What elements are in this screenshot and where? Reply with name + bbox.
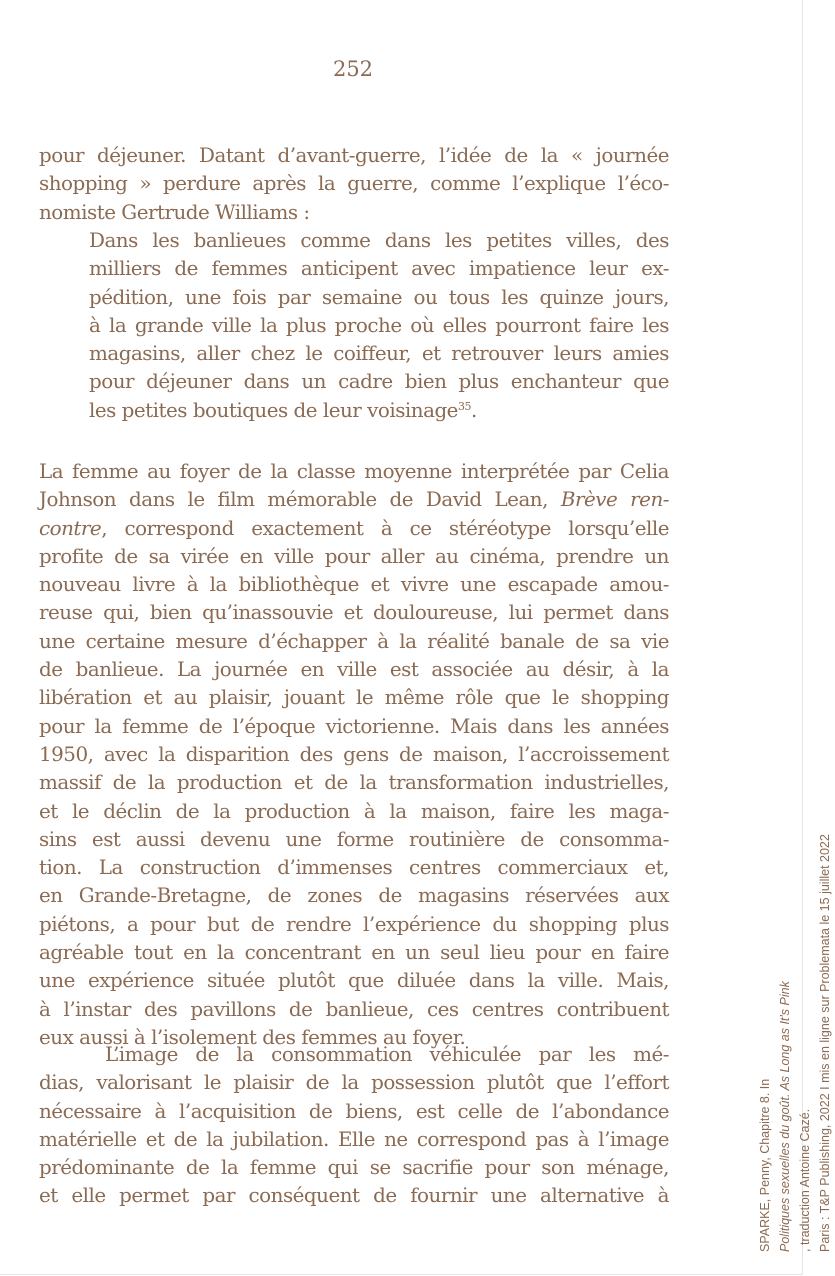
citation-translator: , traduction Antoine Cazé.: [798, 1108, 812, 1252]
text-line: nouveau livre à la bibliothèque et vivre une escapade amou-: [39, 573, 669, 597]
text-line: à l’instar des pavillons de banlieue, ces centres contribuent: [39, 997, 669, 1021]
text-line: une expérience située plutôt que diluée dans la ville. Mais,: [39, 969, 669, 993]
citation-title: Politiques sexuelles du goût. As Long as It's Pink: [778, 981, 792, 1252]
text-line: L’image de la consommation véhiculée par les mé-: [105, 1043, 669, 1066]
citation-line-1: [755, 834, 815, 1252]
text-line: et elle permet par conséquent de fournir une alternative à: [39, 1184, 669, 1208]
text-line: sins est aussi devenu une forme routinière de consomma-: [39, 827, 669, 851]
citation-sidebar: [755, 834, 835, 1252]
text-line: La femme au foyer de la classe moyenne interprétée par Celia: [39, 460, 669, 483]
citation-line-2: Paris : T&P Publishing, 2022 I mis en ligne sur Problemata le 15 juillet 2022: [818, 834, 832, 1252]
text-line: en Grande-Bretagne, de zones de magasins réservées aux: [39, 884, 669, 908]
text-line: nomiste Gertrude Williams :: [39, 200, 310, 224]
quote-line: pédition, une fois par semaine ou tous les quinze jours,: [89, 285, 669, 309]
text-line: profite de sa virée en ville pour aller au cinéma, prendre un: [39, 544, 669, 568]
quote-line: milliers de femmes anticipent avec impatience leur ex-: [89, 257, 669, 281]
intro-paragraph: [39, 142, 669, 227]
block-quote: [89, 227, 669, 425]
quote-line: à la grande ville la plus proche où elles pourront faire les: [89, 313, 669, 337]
text-span: Johnson dans le film mémorable de David Lean,: [39, 488, 561, 512]
paragraph-2: [39, 1041, 669, 1211]
film-title: contre: [39, 516, 102, 540]
text-line: nécessaire à l’acquisition de biens, est celle de l’abondance: [39, 1099, 669, 1123]
quote-last-line: [89, 397, 669, 425]
text-line: [39, 515, 669, 543]
quote-end: .: [470, 398, 477, 422]
page-number: 252: [332, 57, 374, 81]
text-line: piétons, a pour but de rendre l’expérience du shopping plus: [39, 912, 669, 936]
text-line: reuse qui, bien qu’inassouvie et douloureuse, lui permet dans: [39, 601, 669, 625]
footnote-ref: 35: [457, 399, 471, 413]
text-line: matérielle et de la jubilation. Elle ne correspond pas à l’image: [39, 1127, 669, 1151]
text-line: agréable tout en la concentrant en un seul lieu pour en faire: [39, 941, 669, 965]
quote-line: pour déjeuner dans un cadre bien plus enchanteur que: [89, 370, 669, 394]
text-line: pour la femme de l’époque victorienne. Mais dans les années: [39, 714, 669, 738]
quote-text: les petites boutiques de leur voisinage: [89, 398, 458, 422]
citation-author: SPARKE, Penny, Chapitre 8. In: [758, 1078, 772, 1252]
paragraph-1: [39, 458, 669, 1052]
quote-line: Dans les banlieues comme dans les petites villes, des: [89, 229, 669, 252]
text-line: eux aussi à l’isolement des femmes au foyer.: [39, 1025, 466, 1049]
text-line: de banlieue. La journée en ville est associée au désir, à la: [39, 658, 669, 682]
film-title: Brève ren-: [560, 488, 669, 512]
text-line: tion. La construction d’immenses centres commerciaux et,: [39, 856, 669, 880]
text-span: , correspond exactement à ce stéréotype lorsqu’elle: [101, 516, 669, 540]
text-line: et le déclin de la production à la maison, faire les maga-: [39, 799, 669, 823]
text-line: libération et au plaisir, jouant le même rôle que le shopping: [39, 686, 669, 710]
text-line: une certaine mesure d’échapper à la réalité banale de sa vie: [39, 629, 669, 653]
text-line: [39, 486, 669, 514]
quote-line: magasins, aller chez le coiffeur, et retrouver leurs amies: [89, 342, 669, 366]
text-line: prédominante de la femme qui se sacrifie pour son ménage,: [39, 1156, 669, 1180]
text-line: pour déjeuner. Datant d’avant-guerre, l’idée de la « journée: [39, 144, 669, 167]
text-line: shopping » perdure après la guerre, comme l’explique l’éco-: [39, 172, 669, 196]
text-line: massif de la production et de la transformation industrielles,: [39, 771, 669, 795]
text-line: 1950, avec la disparition des gens de maison, l’accroissement: [39, 742, 669, 766]
text-line: dias, valorisant le plaisir de la possession plutôt que l’effort: [39, 1071, 669, 1095]
